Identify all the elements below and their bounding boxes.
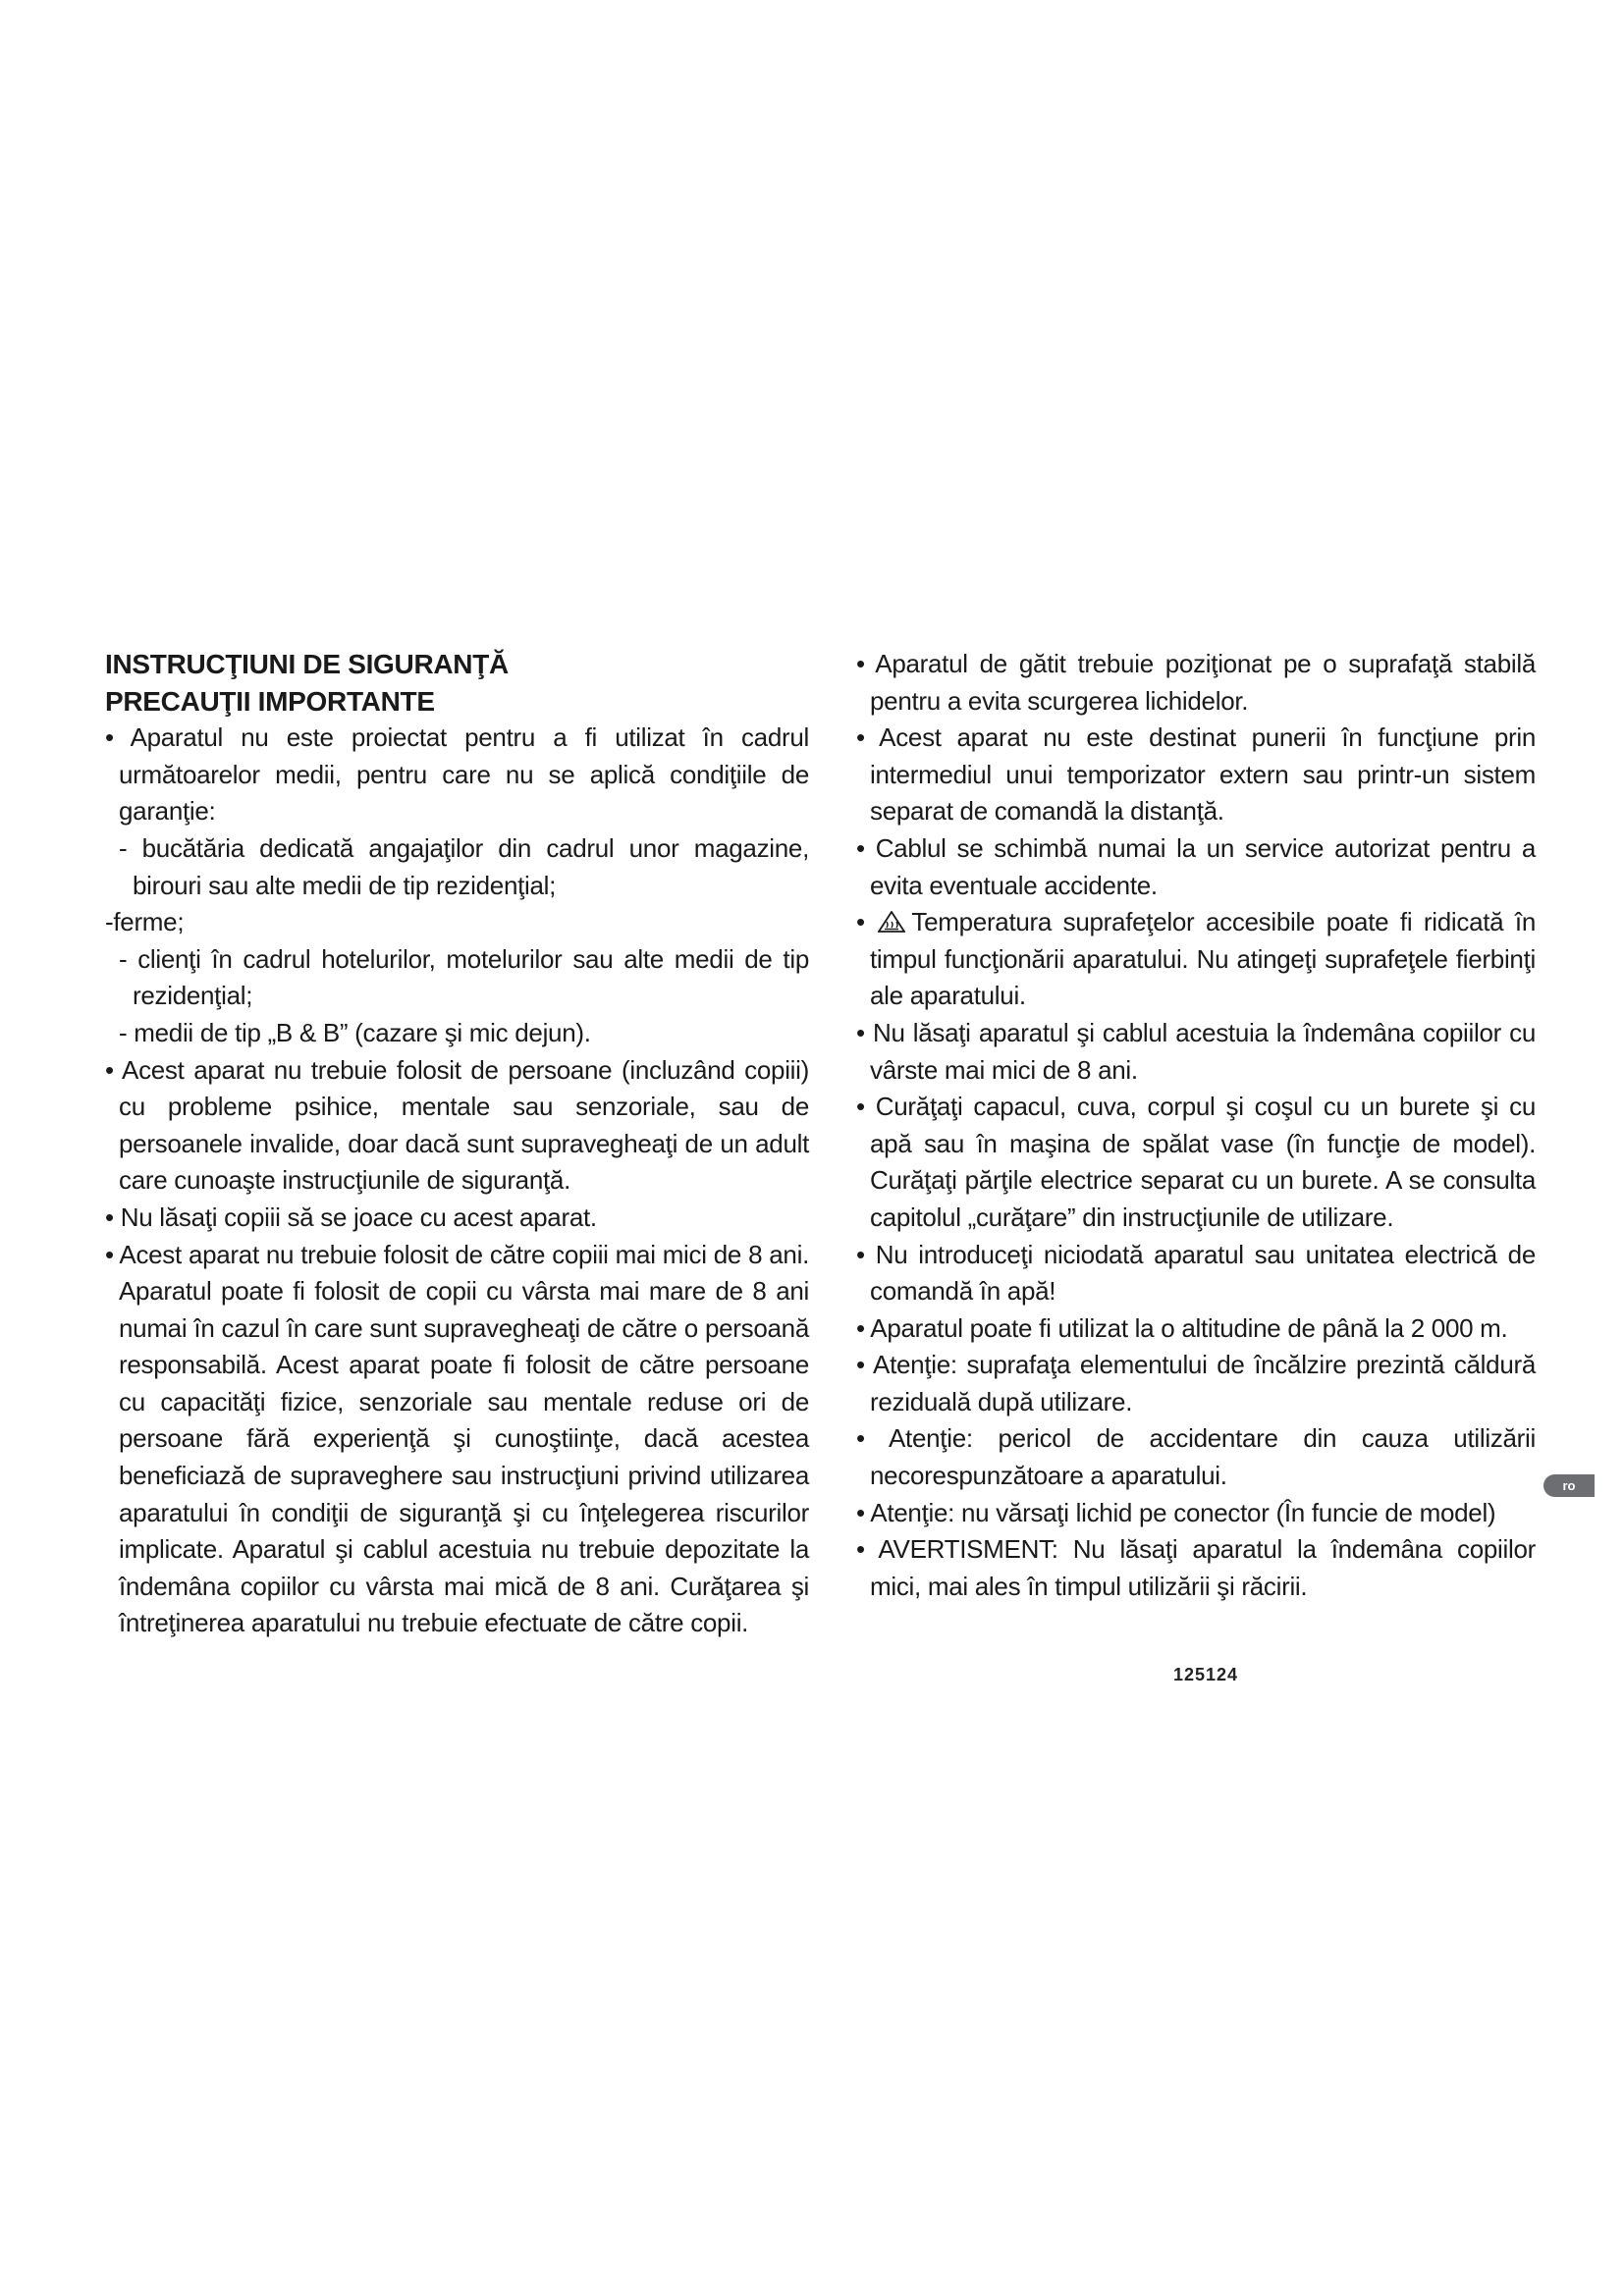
list-item-external-timer: • Acest aparat nu este destinat punerii în funcţiune prin intermediul unui temporizator extern sau printr-un sistem separat de comandă la distanţă. (856, 722, 1536, 827)
list-item-residual-heat: • Atenţie: suprafaţa elementului de încălzire prezintă căldură reziduală după utilizare. (856, 1350, 1536, 1416)
sub-item-farms: -ferme; (105, 907, 185, 937)
right-column (856, 646, 1536, 1605)
list-item-reduced-capabilities: • Acest aparat nu trebuie folosit de persoane (incluzând copiii) cu probleme psihice, mentale sau senzoriale, sau de persoanele invalide, doar dacă sunt supravegheaţi de un adult care cunoaşte instrucţiunile de siguranţă. (105, 1054, 809, 1196)
hot-surface-warning-icon (878, 911, 905, 933)
list-item-cable-replacement: • Cablul se schimbă numai la un service autorizat pentru a evita eventuale accidente. (856, 832, 1536, 900)
title-important-precautions: PRECAUŢII IMPORTANTE (105, 685, 435, 717)
hot-surfaces-text: Temperatura suprafeţelor accesibile poate fi ridicată în timpul funcţionării aparatului. Nu atingeţi suprafeţele fierbinţi ale aparatului. (870, 907, 1536, 1011)
list-item-altitude: • Aparatul poate fi utilizat la o altitudine de până la 2 000 m. (856, 1312, 1508, 1343)
list-item-children-play: • Nu lăsaţi copiii să se joace cu acest aparat. (105, 1201, 597, 1232)
sub-item-hotel-clients: - clienţi în cadrul hotelurilor, motelurilor sau alte medii de tip rezidenţial; (119, 943, 809, 1011)
sub-item-staff-kitchens: - bucătăria dedicată angajaţilor din cadrul unor magazine, birouri sau alte medii de tip rezidenţial; (119, 832, 809, 900)
list-item-warning: • AVERTISMENT: Nu lăsaţi aparatul la îndemâna copiilor mici, mai ales în timpul utilizării şi răcirii. (856, 1534, 1536, 1601)
list-item-water: • Nu introduceţi niciodată aparatul sau unitatea electrică de comandă în apă! (856, 1239, 1536, 1307)
left-column (105, 646, 809, 1642)
sub-item-bed-and-breakfast: - medii de tip „B & B” (cazare şi mic dejun). (119, 1017, 591, 1047)
list-item-cable-reach: • Nu lăsaţi aparatul şi cablul acestuia la îndemâna copiilor cu vârste mai mici de 8 ani. (856, 1017, 1536, 1085)
list-item-misuse: • Atenţie: pericol de accidentare din cauza utilizării necorespunzătoare a aparatului. (856, 1423, 1536, 1491)
list-item-hot-surfaces (856, 904, 1536, 1015)
list-item-children-age: • Acest aparat nu trebuie folosit de către copiii mai mici de 8 ani. Aparatul poate fi folosit de copii cu vârsta mai mare de 8 ani numai în cazul în care sunt supravegheaţi de către o persoană responsabilă. Acest aparat poate fi folosit de către persoane cu capacităţi fizice, senzoriale sau mentale reduse ori de persoane fără experienţă şi cunoştiinţe, dacă acestea beneficiază de supraveghere sau instrucţiuni privind utilizarea aparatului în condiţii de siguranţă şi cu înţelegerea riscurilor implicate. Aparatul şi cablul acestuia nu trebuie depozitate la îndemâna copiilor cu vârsta mai mică de 8 ani. Curăţarea şi întreţinerea aparatului nu trebuie efectuate de către copii. (105, 1239, 809, 1638)
list-item-stable-surface: • Aparatul de gătit trebuie poziţionat pe o suprafaţă stabilă pentru a evita scurgerea lichidelor. (856, 649, 1536, 716)
bullet: • (856, 907, 877, 937)
title-safety-instructions: INSTRUCŢIUNI DE SIGURANŢĂ (105, 649, 509, 679)
list-item-cleaning: • Curăţaţi capacul, cuva, corpul şi coşul cu un burete şi cu apă sau în maşina de spălat vase (în funcţie de model). Curăţaţi părţile electrice separat cu un burete. A se consulta capitolul „curăţare” din instrucţiunile de utilizare. (856, 1092, 1536, 1232)
list-item-connector: • Atenţie: nu vărsaţi lichid pe conector (În funcie de model) (856, 1497, 1496, 1527)
document-code: 125124 (1173, 1665, 1239, 1684)
list-item-environments: • Aparatul nu este proiectat pentru a fi utilizat în cadrul următoarelor medii, pentru care nu se aplică condiţiile de garanţie: (105, 722, 809, 827)
language-tab: ro (1543, 1474, 1595, 1497)
